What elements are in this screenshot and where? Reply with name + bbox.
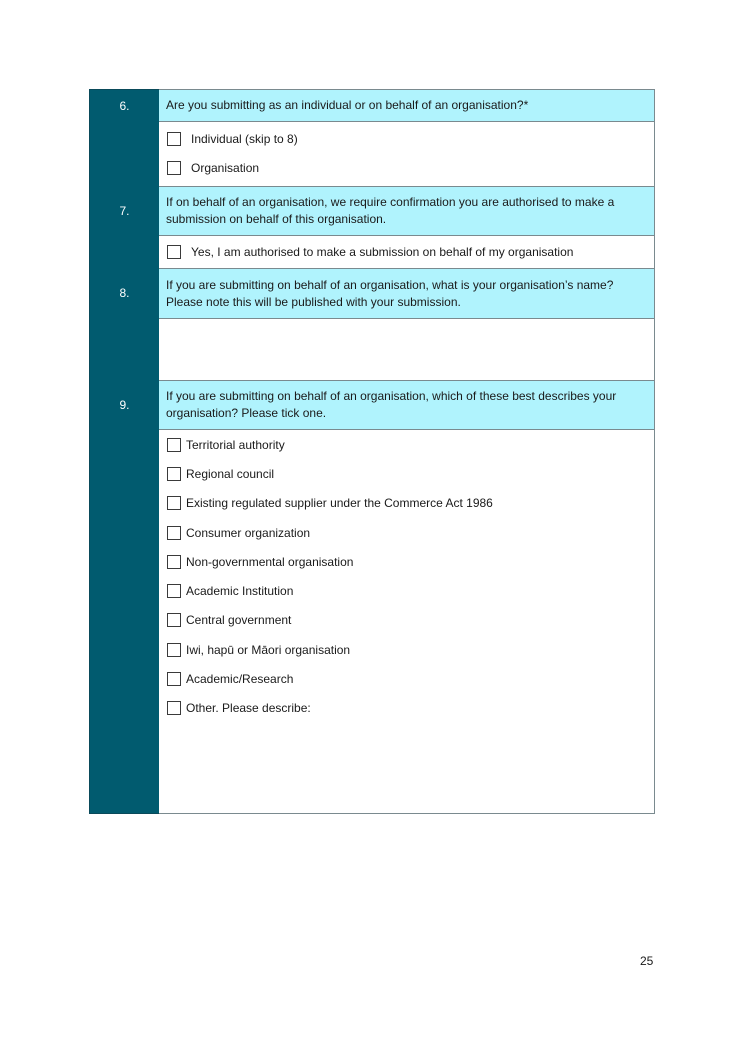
q8-number: 8.: [89, 268, 159, 318]
q9-options: [159, 429, 655, 814]
q9-question: If you are submitting on behalf of an organisation, which of these best describes your organisation? Please tick one.: [159, 380, 655, 429]
q7-number: 7.: [89, 186, 159, 235]
q9-option[interactable]: [167, 606, 646, 635]
q9-header-row: [89, 380, 655, 429]
option-label: Academic/Research: [186, 672, 294, 687]
q6-option-organisation[interactable]: [167, 153, 646, 182]
q9-option[interactable]: [167, 635, 646, 664]
option-label: Organisation: [191, 160, 260, 175]
q9-number: 9.: [89, 380, 159, 429]
checkbox[interactable]: [167, 555, 181, 569]
option-label: Academic Institution: [186, 584, 294, 599]
q6-question: Are you submitting as an individual or on behalf of an organisation?*: [159, 89, 655, 121]
q9-option[interactable]: [167, 459, 646, 488]
checkbox[interactable]: [167, 438, 181, 452]
q9-option[interactable]: [167, 576, 646, 605]
q9-option[interactable]: [167, 664, 646, 693]
q7-options: [159, 235, 655, 268]
checkbox[interactable]: [167, 496, 181, 510]
q7-answer-row: [89, 235, 655, 268]
q6-header-row: [89, 89, 655, 121]
checkbox[interactable]: [167, 526, 181, 540]
q9-option-other[interactable]: [167, 694, 646, 723]
checkbox[interactable]: [167, 467, 181, 481]
option-label: Non-governmental organisation: [186, 554, 354, 569]
option-label: Consumer organization: [186, 525, 311, 540]
q7-question: If on behalf of an organisation, we require confirmation you are authorised to make a submission on behalf of this organisation.: [159, 186, 655, 235]
q6-option-individual[interactable]: [167, 124, 646, 153]
q8-organisation-name-field[interactable]: [159, 318, 655, 380]
q6-options: [159, 121, 655, 186]
option-label: Regional council: [186, 466, 275, 481]
q9-option[interactable]: [167, 547, 646, 576]
checkbox[interactable]: [167, 245, 181, 259]
option-label: Other. Please describe:: [186, 701, 311, 716]
q8-answer-row: [89, 318, 655, 380]
checkbox[interactable]: [167, 613, 181, 627]
checkbox[interactable]: [167, 161, 181, 175]
option-label: Central government: [186, 613, 292, 628]
checkbox[interactable]: [167, 132, 181, 146]
q6-number: 6.: [89, 89, 159, 121]
option-label: Yes, I am authorised to make a submission on behalf of my organisation: [191, 244, 574, 259]
page-number: 25: [640, 954, 654, 968]
option-label: Territorial authority: [186, 437, 285, 452]
q9-option[interactable]: [167, 489, 646, 518]
checkbox[interactable]: [167, 643, 181, 657]
submission-form: [89, 89, 655, 814]
q7-header-row: [89, 186, 655, 235]
q9-option[interactable]: [167, 518, 646, 547]
checkbox[interactable]: [167, 701, 181, 715]
checkbox[interactable]: [167, 584, 181, 598]
q8-question: If you are submitting on behalf of an organisation, what is your organisation’s name? Please note this will be published with your submission.: [159, 268, 655, 318]
option-label: Existing regulated supplier under the Commerce Act 1986: [186, 496, 493, 511]
option-label: Individual (skip to 8): [191, 131, 298, 146]
checkbox[interactable]: [167, 672, 181, 686]
q8-header-row: [89, 268, 655, 318]
q6-answer-row: [89, 121, 655, 186]
q7-option-authorised[interactable]: [167, 236, 646, 267]
q9-answer-row: [89, 429, 655, 814]
q9-option[interactable]: [167, 430, 646, 459]
option-label: Iwi, hapū or Māori organisation: [186, 642, 351, 657]
